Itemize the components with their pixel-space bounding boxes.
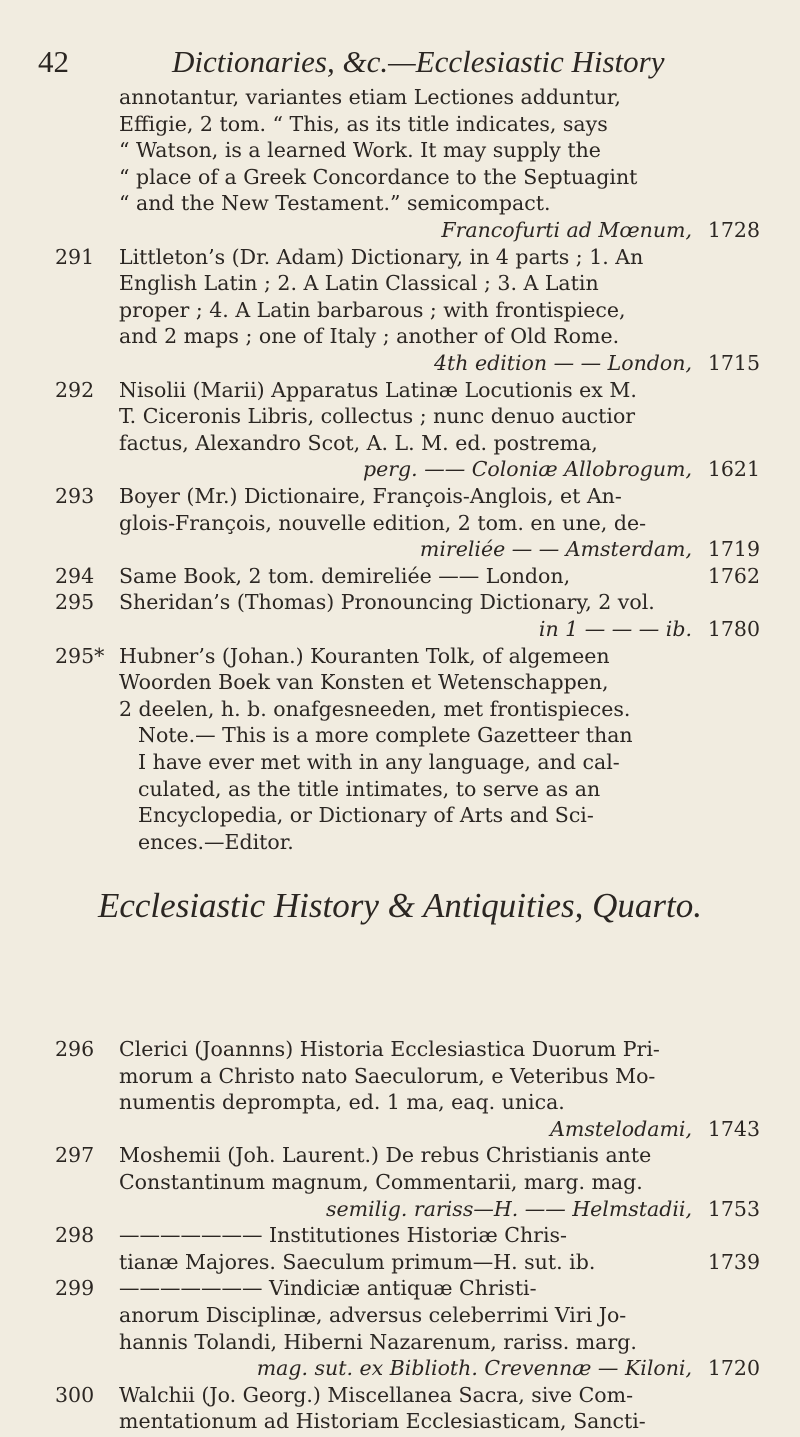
entry-number: 297	[55, 1143, 95, 1168]
imprint-place: mag. sut. ex Biblioth. Crevennæ — Kiloni,	[256, 1356, 692, 1381]
imprint-year: 1719	[707, 537, 760, 562]
entry-text: ——————— Institutiones Historiæ Chris-	[119, 1223, 567, 1248]
entry-text: proper ; 4. A Latin barbarous ; with frontispiece,	[119, 297, 626, 322]
imprint-year: 1753	[707, 1196, 760, 1221]
imprint-year: 1743	[707, 1116, 760, 1141]
entry-text: Nisolii (Marii) Apparatus Latinæ Locutionis ex M.	[119, 377, 637, 402]
entry-text: annotantur, variantes etiam Lectiones adduntur,	[119, 85, 621, 109]
page-header	[38, 44, 762, 84]
imprint-year: 1780	[707, 617, 760, 641]
entry-text: “ Watson, is a learned Work. It may supply the	[119, 138, 601, 163]
entry-text: tianæ Majores. Saeculum primum—H. sut. ib.	[119, 1249, 596, 1274]
entry-text: ——————— Vindiciæ antiquæ Christi-	[119, 1276, 537, 1301]
imprint-year: 1728	[707, 218, 760, 242]
entry-number: 293	[55, 484, 95, 508]
entry-number: 298	[55, 1223, 95, 1248]
entry-text: Woorden Boek van Konsten et Wetenschappen,	[119, 670, 609, 695]
imprint-place: in 1 — — — ib.	[538, 617, 692, 641]
note-text: Note.— This is a more complete Gazetteer than	[138, 723, 633, 748]
entry-text: Constantinum magnum, Commentarii, marg. mag.	[119, 1170, 643, 1194]
entry-number: 295	[55, 590, 95, 615]
entry-text: glois-François, nouvelle edition, 2 tom. en une, de-	[119, 510, 647, 535]
imprint-year: 1720	[707, 1356, 760, 1381]
page-number: 42	[38, 44, 69, 79]
entry-text: Hubner’s (Johan.) Kouranten Tolk, of algemeen	[119, 643, 610, 668]
entry-text: numentis deprompta, ed. 1 ma, eaq. unica.	[119, 1090, 565, 1115]
imprint-place: perg. —— Coloniæ Allobrogum,	[362, 457, 692, 482]
entry-number: 296	[55, 1037, 95, 1061]
entry-text: Effigie, 2 tom. “ This, as its title indicates, says	[119, 111, 608, 136]
entry-text: mentationum ad Historiam Ecclesiasticam, Sancti-	[119, 1409, 646, 1434]
entry-text: T. Ciceronis Libris, collectus ; nunc denuo auctior	[119, 404, 636, 429]
entry-number: 300	[55, 1382, 95, 1407]
entry-text: Littleton’s (Dr. Adam) Dictionary, in 4 parts ; 1. An	[119, 244, 644, 269]
imprint-year: 1715	[707, 351, 760, 375]
entry-text: Boyer (Mr.) Dictionaire, François-Anglois, et An-	[119, 484, 622, 508]
entry-number: 291	[55, 244, 95, 269]
entry-number: 299	[55, 1276, 95, 1301]
entry-text: morum a Christo nato Saeculorum, e Veteribus Mo-	[119, 1063, 656, 1088]
note-text: Encyclopedia, or Dictionary of Arts and Sci-	[138, 803, 594, 828]
imprint-place: Amstelodami,	[550, 1116, 692, 1141]
entry-text: 2 deelen, h. b. onafgesneeden, met frontispieces.	[119, 696, 631, 721]
entry-text: Sheridan’s (Thomas) Pronouncing Dictionary, 2 vol.	[119, 590, 655, 615]
imprint-place: mireliée — — Amsterdam,	[419, 537, 692, 562]
entry-text: English Latin ; 2. A Latin Classical ; 3. A Latin	[119, 271, 599, 296]
entry-number: 294	[55, 563, 95, 588]
imprint-year: 1739	[707, 1249, 760, 1274]
imprint-year: 1762	[707, 563, 760, 588]
section-heading: Ecclesiastic History & Antiquities, Quarto.	[97, 886, 703, 925]
note-text: I have ever met with in any language, and cal-	[138, 750, 620, 774]
entry-number: 292	[55, 377, 95, 402]
imprint-place: 4th edition — — London,	[433, 351, 692, 375]
entry-number: 295*	[55, 643, 105, 668]
entry-text: hannis Tolandi, Hiberni Nazarenum, rariss. marg.	[119, 1329, 637, 1354]
entry-text: anorum Disciplinæ, adversus celeberrimi Viri Jo-	[119, 1303, 627, 1327]
imprint-place: semilig. rariss—H. —— Helmstadii,	[326, 1196, 692, 1221]
entry-text: Walchii (Jo. Georg.) Miscellanea Sacra, sive Com-	[119, 1382, 634, 1407]
entry-text: “ place of a Greek Concordance to the Septuagint	[119, 164, 638, 189]
imprint-year: 1621	[707, 457, 760, 482]
entry-text: Moshemii (Joh. Laurent.) De rebus Christianis ante	[119, 1143, 652, 1168]
note-text: culated, as the title intimates, to serve as an	[138, 776, 601, 801]
entry-text: Same Book, 2 tom. demireliée —— London,	[119, 563, 571, 588]
entry-text: Clerici (Joannns) Historia Ecclesiastica Duorum Pri-	[119, 1037, 660, 1061]
entry-text: “ and the New Testament.” semicompact.	[119, 191, 551, 216]
running-title: Dictionaries, &c.—Ecclesiastic History	[172, 44, 665, 79]
note-text: ences.—Editor.	[138, 829, 294, 854]
entry-text: and 2 maps ; one of Italy ; another of Old Rome.	[119, 324, 620, 349]
imprint-place: Francofurti ad Mœnum,	[441, 218, 692, 242]
entry-text: factus, Alexandro Scot, A. L. M. ed. postrema,	[119, 430, 598, 455]
